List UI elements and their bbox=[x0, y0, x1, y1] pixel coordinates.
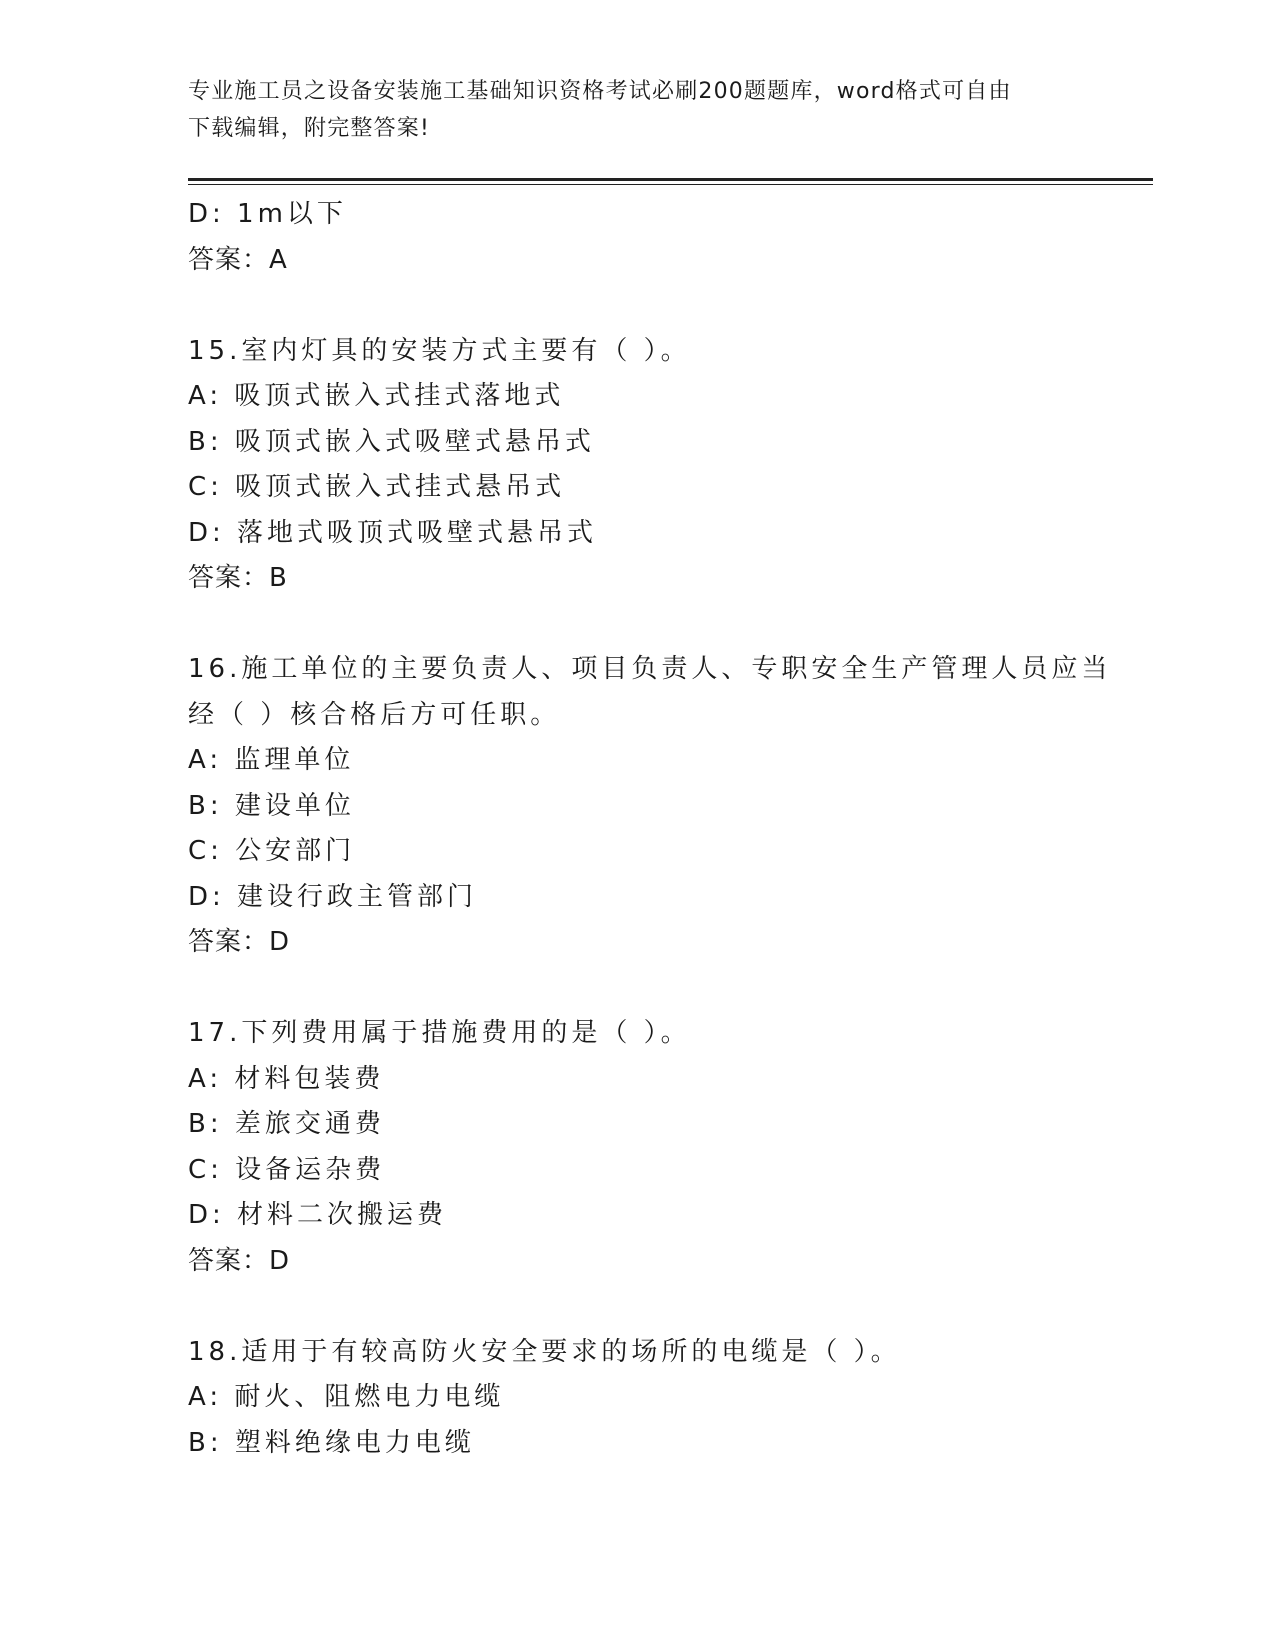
option-a: A: 吸顶式嵌入式挂式落地式 bbox=[188, 381, 565, 411]
spacer bbox=[188, 966, 1088, 1012]
answer-text: 答案：A bbox=[188, 244, 288, 275]
question-15 bbox=[188, 329, 1088, 602]
question-stem: 17.下列费用属于措施费用的是（ ）。 bbox=[188, 1018, 691, 1048]
header-divider-thin bbox=[188, 184, 1153, 185]
question-content bbox=[188, 192, 1112, 1466]
answer-text: 答案：D bbox=[188, 927, 291, 957]
answer-text: 答案：B bbox=[188, 563, 288, 593]
question-stem: 15.室内灯具的安装方式主要有（ ）。 bbox=[188, 335, 691, 366]
option-c: C: 设备运杂费 bbox=[188, 1154, 386, 1185]
option-a: A: 材料包装费 bbox=[188, 1063, 385, 1094]
option-c: C: 公安部门 bbox=[188, 836, 356, 866]
option-b: B: 吸顶式嵌入式吸壁式悬吊式 bbox=[188, 426, 595, 457]
spacer bbox=[188, 1284, 1088, 1330]
option-b: B: 塑料绝缘电力电缆 bbox=[188, 1427, 475, 1458]
option-c: C: 吸顶式嵌入式挂式悬吊式 bbox=[188, 472, 566, 502]
option-a: A: 监理单位 bbox=[188, 745, 355, 775]
option-b: B: 建设单位 bbox=[188, 790, 355, 821]
spacer bbox=[188, 283, 1088, 329]
header-line-2: 下载编辑，附完整答案! bbox=[188, 116, 431, 141]
question-stem-line-2: 经（ ）核合格后方可任职。 bbox=[188, 699, 561, 730]
header-line-1: 专业施工员之设备安装施工基础知识资格考试必刷200题题库，word格式可自由 bbox=[188, 79, 1012, 104]
answer-text: 答案：D bbox=[188, 1245, 291, 1276]
option-d: D: 1m以下 bbox=[188, 199, 347, 229]
option-d: D: 落地式吸顶式吸壁式悬吊式 bbox=[188, 517, 598, 548]
option-d: D: 材料二次搬运费 bbox=[188, 1200, 448, 1230]
header-divider-thick bbox=[188, 178, 1153, 181]
option-a: A: 耐火、阻燃电力电缆 bbox=[188, 1382, 505, 1412]
option-d: D: 建设行政主管部门 bbox=[188, 881, 478, 912]
question-17 bbox=[188, 1011, 1088, 1284]
question-stem: 18.适用于有较高防火安全要求的场所的电缆是（ ）。 bbox=[188, 1336, 901, 1367]
page-header bbox=[188, 73, 1068, 147]
option-b: B: 差旅交通费 bbox=[188, 1109, 385, 1139]
carryover-question bbox=[188, 192, 1088, 283]
spacer bbox=[188, 602, 1088, 648]
question-18 bbox=[188, 1330, 1088, 1467]
question-stem-line-1: 16.施工单位的主要负责人、项目负责人、专职安全生产管理人员应当 bbox=[188, 654, 1112, 684]
question-16 bbox=[188, 647, 1112, 966]
